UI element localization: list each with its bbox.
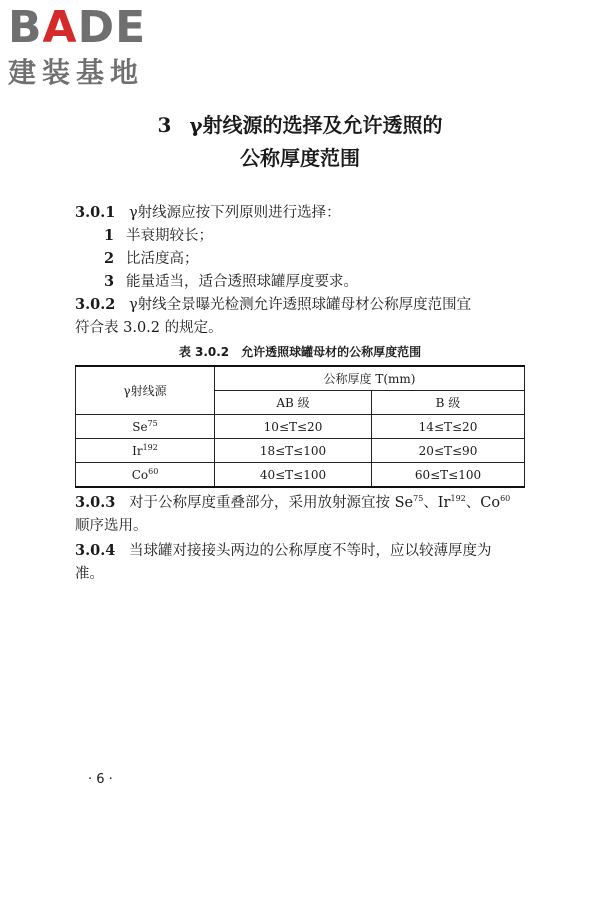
clause-text: 对于公称厚度重叠部分，采用放射源宜按 Se [129,495,414,511]
list-item-text: 比活度高； [126,251,199,267]
table-caption [0,343,600,361]
bade-logo [8,4,178,90]
isotope-number: 192 [450,494,466,504]
header-source: γ射线源 [76,366,215,415]
source-element: Co [131,467,149,482]
list-item-text: 半衰期较长； [126,228,213,244]
table-caption-number: 表 3.0.2 [178,345,230,359]
list-item-number: 3 [104,273,115,290]
clause-text: γ射线源应按下列原则进行选择： [129,205,341,221]
thickness-range-table [75,365,525,488]
logo-subtitle: 建装基地 [8,56,145,89]
clause-3-0-4-continued: 准。 [75,566,104,582]
chapter-title-line1 [0,110,600,140]
chapter-title-line2: 公称厚度范围 [240,146,360,170]
clause-number: 3.0.4 [75,542,116,559]
list-item [104,248,199,270]
list-item-number: 2 [104,250,115,267]
table-row [76,463,525,488]
isotope-number: 75 [413,494,424,504]
ab-range-cell: 40≤T≤100 [215,463,372,488]
clause-text: 当球罐对接接头两边的公称厚度不等时，应以较薄厚度为 [129,543,492,559]
source-element: Ir [132,443,143,458]
list-item [104,271,358,293]
logo-letter-b: B [8,2,43,53]
clause-3-0-3-continued: 顺序选用。 [75,518,148,534]
clause-text: γ射线全景曝光检测允许透照球罐母材公称厚度范围宜 [129,297,472,313]
table-row [76,439,525,463]
logo-wordmark [8,4,178,52]
list-item-text: 能量适当，适合透照球罐厚度要求。 [126,274,358,290]
chapter-number: 3 [157,113,172,137]
clause-3-0-2-continued: 符合表 3.0.2 的规定。 [75,320,223,336]
ab-range-cell: 10≤T≤20 [215,415,372,439]
source-cell [76,463,215,488]
b-range-cell: 20≤T≤90 [372,439,525,463]
clause-text-part: 、Co [465,495,501,511]
clause-3-0-4 [75,540,492,562]
clause-number: 3.0.1 [75,204,116,221]
header-thickness: 公称厚度 T(mm) [215,366,525,391]
logo-letters-de: DE [77,2,147,53]
table-header-row [76,366,525,391]
source-isotope: 75 [147,418,158,428]
chapter-title-text: γ射线源的选择及允许透照的 [189,113,443,137]
source-element: Se [132,419,148,434]
header-b-grade: B 级 [372,391,525,415]
ab-range-cell: 18≤T≤100 [215,439,372,463]
clause-number: 3.0.3 [75,494,116,511]
isotope-number: 60 [500,494,511,504]
page-number: · 6 · [88,772,113,787]
b-range-cell: 60≤T≤100 [372,463,525,488]
source-isotope: 60 [148,466,159,476]
clause-3-0-1 [75,202,341,224]
clause-3-0-2 [75,294,471,316]
logo-letter-a: A [42,2,78,53]
source-cell [76,415,215,439]
clause-number: 3.0.2 [75,296,116,313]
source-isotope: 192 [142,442,158,452]
b-range-cell: 14≤T≤20 [372,415,525,439]
source-cell [76,439,215,463]
clause-text-part: 、Ir [423,495,451,511]
clause-3-0-3 [75,492,510,514]
list-item [104,225,213,247]
table-row [76,415,525,439]
header-ab-grade: AB 级 [215,391,372,415]
list-item-number: 1 [104,227,115,244]
table-caption-text: 允许透照球罐母材的公称厚度范围 [241,345,422,359]
